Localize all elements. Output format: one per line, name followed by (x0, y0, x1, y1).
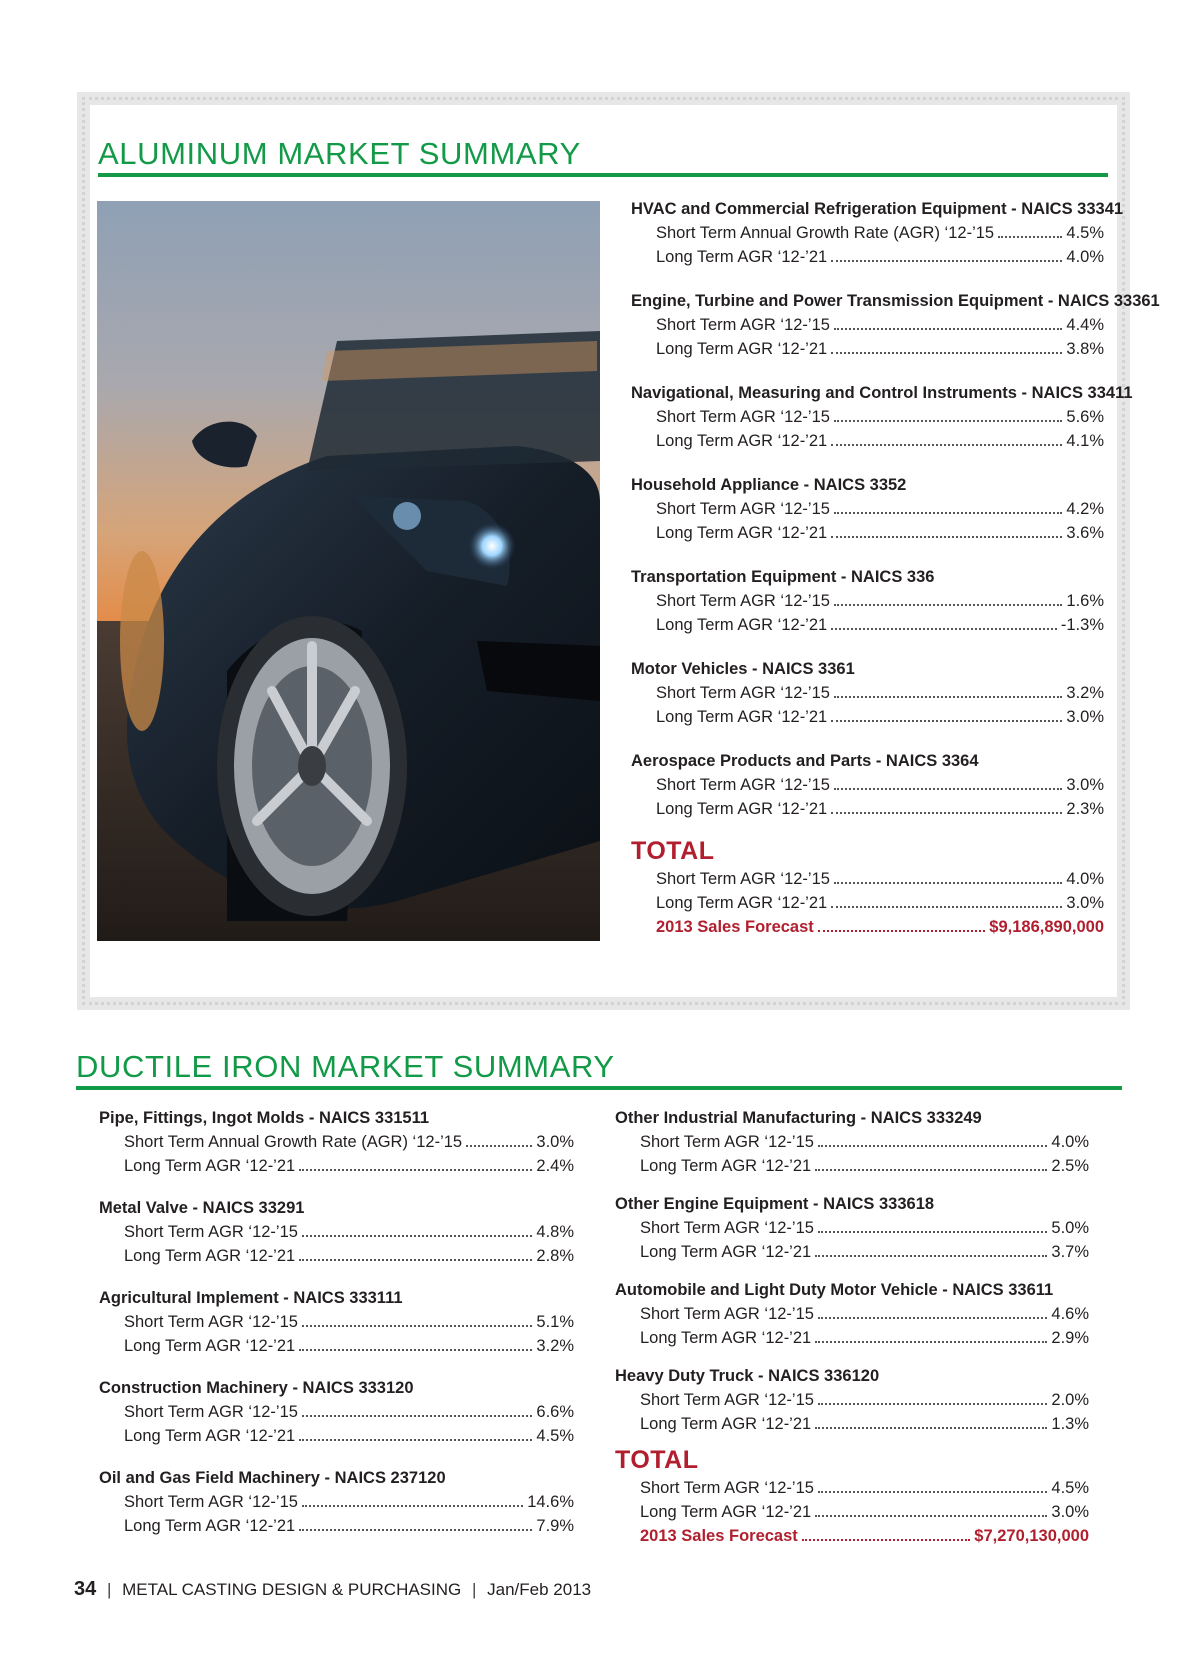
metric-value: 3.0% (1051, 1503, 1089, 1521)
metric-label: Short Term AGR ‘12-’15 (656, 684, 830, 702)
metric-label: Short Term AGR ‘12-’15 (640, 1133, 814, 1151)
category-group (631, 473, 1104, 545)
metric-row (631, 497, 1104, 521)
dot-leader (831, 906, 1062, 908)
metric-row (631, 681, 1104, 705)
category-group (99, 1286, 574, 1358)
metric-row (615, 1240, 1089, 1264)
ductile-section-title: DUCTILE IRON MARKET SUMMARY (76, 1049, 615, 1084)
category-heading: Other Engine Equipment - NAICS 333618 (615, 1195, 935, 1213)
category-group (615, 1192, 1089, 1264)
metric-row (99, 1154, 574, 1178)
metric-row (631, 773, 1104, 797)
issue-date: Jan/Feb 2013 (487, 1580, 592, 1599)
metric-row (99, 1244, 574, 1268)
metric-row (631, 705, 1104, 729)
metric-value: 2.9% (1051, 1329, 1089, 1347)
dot-leader (815, 1515, 1047, 1517)
forecast-value: $7,270,130,000 (974, 1527, 1089, 1545)
metric-label: Long Term AGR ‘12-’21 (656, 524, 828, 542)
page-footer (74, 1578, 591, 1601)
category-heading: Aerospace Products and Parts - NAICS 3364 (631, 752, 979, 770)
category-heading: Household Appliance - NAICS 3352 (631, 476, 907, 494)
metric-value: 4.0% (1066, 248, 1104, 266)
aluminum-section-title: ALUMINUM MARKET SUMMARY (98, 136, 581, 171)
metric-label: Short Term AGR ‘12-’15 (656, 592, 830, 610)
category-group (631, 749, 1104, 821)
metric-value: 3.7% (1051, 1243, 1089, 1261)
dot-leader (834, 604, 1062, 606)
metric-label: Long Term AGR ‘12-’21 (656, 432, 828, 450)
metric-value: 4.8% (536, 1223, 574, 1241)
metric-label: Long Term AGR ‘12-’21 (124, 1517, 296, 1535)
metric-label: Short Term AGR ‘12-’15 (656, 408, 830, 426)
metric-value: 4.5% (1066, 224, 1104, 242)
dot-leader (299, 1259, 532, 1261)
metric-row (631, 867, 1104, 891)
dot-leader (818, 930, 986, 932)
metric-label: Short Term Annual Growth Rate (AGR) ‘12-’15 (124, 1133, 463, 1151)
footer-separator-2: | (471, 1580, 477, 1599)
category-group (99, 1466, 574, 1538)
forecast-label: 2013 Sales Forecast (640, 1527, 798, 1545)
metric-value: 3.6% (1066, 524, 1104, 542)
category-heading: Oil and Gas Field Machinery - NAICS 237120 (99, 1469, 446, 1487)
metric-label: Long Term AGR ‘12-’21 (124, 1337, 296, 1355)
metric-row (99, 1310, 574, 1334)
metric-row (99, 1490, 574, 1514)
dot-leader (831, 444, 1062, 446)
dot-leader (815, 1427, 1047, 1429)
category-heading: Automobile and Light Duty Motor Vehicle - NAICS 33611 (615, 1281, 1054, 1299)
metric-value: 3.2% (1066, 684, 1104, 702)
dot-leader (831, 352, 1062, 354)
metric-value: 5.6% (1066, 408, 1104, 426)
metric-row (615, 1500, 1089, 1524)
dot-leader (834, 420, 1062, 422)
dot-leader (831, 812, 1062, 814)
dot-leader (302, 1415, 532, 1417)
dot-leader (302, 1235, 532, 1237)
metric-value: 3.0% (536, 1133, 574, 1151)
dot-leader (834, 882, 1062, 884)
dot-leader (831, 720, 1062, 722)
metric-row (631, 245, 1104, 269)
car-photo (97, 201, 600, 941)
metric-label: Long Term AGR ‘12-’21 (656, 248, 828, 266)
category-heading: Transportation Equipment - NAICS 336 (631, 568, 935, 586)
footer-separator: | (106, 1580, 112, 1599)
metric-row (631, 429, 1104, 453)
dot-leader (802, 1539, 971, 1541)
metric-value: 1.6% (1066, 592, 1104, 610)
category-group (99, 1106, 574, 1178)
metric-row (631, 405, 1104, 429)
metric-value: 2.8% (536, 1247, 574, 1265)
dot-leader (834, 328, 1062, 330)
metric-value: 6.6% (536, 1403, 574, 1421)
metric-row (631, 521, 1104, 545)
metric-value: 1.3% (1051, 1415, 1089, 1433)
metric-label: Long Term AGR ‘12-’21 (640, 1503, 812, 1521)
metric-label: Long Term AGR ‘12-’21 (640, 1415, 812, 1433)
sales-forecast-row (615, 1524, 1089, 1548)
dot-leader (299, 1529, 532, 1531)
sales-forecast-row (631, 915, 1104, 939)
dot-leader (818, 1231, 1047, 1233)
metric-value: 2.3% (1066, 800, 1104, 818)
metric-row (99, 1400, 574, 1424)
category-group (631, 381, 1133, 453)
metric-value: 7.9% (536, 1517, 574, 1535)
dot-leader (818, 1317, 1047, 1319)
metric-value: 4.6% (1051, 1305, 1089, 1323)
total-heading: TOTAL (615, 1446, 699, 1474)
metric-value: 4.4% (1066, 316, 1104, 334)
dot-leader (834, 788, 1062, 790)
total-group (615, 1444, 1089, 1548)
metric-label: Short Term Annual Growth Rate (AGR) ‘12-’15 (656, 224, 995, 242)
metric-value: 5.1% (536, 1313, 574, 1331)
metric-value: 14.6% (527, 1493, 574, 1511)
dot-leader (299, 1169, 532, 1171)
metric-value: 2.4% (536, 1157, 574, 1175)
category-group (631, 197, 1124, 269)
metric-label: Long Term AGR ‘12-’21 (640, 1157, 812, 1175)
dot-leader (466, 1145, 532, 1147)
total-heading: TOTAL (631, 837, 715, 865)
metric-value: 3.0% (1066, 776, 1104, 794)
category-group (631, 657, 1104, 729)
metric-row (631, 313, 1104, 337)
metric-row (99, 1424, 574, 1448)
metric-value: 4.2% (1066, 500, 1104, 518)
metric-label: Long Term AGR ‘12-’21 (656, 340, 828, 358)
metric-label: Long Term AGR ‘12-’21 (124, 1247, 296, 1265)
forecast-label: 2013 Sales Forecast (656, 918, 814, 936)
metric-value: 3.0% (1066, 708, 1104, 726)
forecast-value: $9,186,890,000 (989, 918, 1104, 936)
dot-leader (815, 1169, 1047, 1171)
metric-label: Short Term AGR ‘12-’15 (124, 1493, 298, 1511)
category-group (631, 565, 1104, 637)
metric-row (631, 613, 1104, 637)
metric-label: Long Term AGR ‘12-’21 (656, 616, 828, 634)
metric-row (631, 797, 1104, 821)
category-group (99, 1376, 574, 1448)
aluminum-title-rule (98, 173, 1108, 177)
metric-label: Short Term AGR ‘12-’15 (640, 1219, 814, 1237)
metric-label: Long Term AGR ‘12-’21 (656, 894, 828, 912)
category-group (615, 1364, 1089, 1436)
category-heading: Navigational, Measuring and Control Instruments - NAICS 33411 (631, 384, 1133, 402)
category-heading: Construction Machinery - NAICS 333120 (99, 1379, 414, 1397)
metric-row (99, 1334, 574, 1358)
page-number: 34 (74, 1578, 97, 1600)
category-heading: Other Industrial Manufacturing - NAICS 333249 (615, 1109, 982, 1127)
metric-label: Short Term AGR ‘12-’15 (656, 776, 830, 794)
dot-leader (818, 1403, 1047, 1405)
dot-leader (299, 1439, 532, 1441)
ductile-right-column (615, 1106, 1089, 1548)
ductile-title-rule (76, 1086, 1122, 1090)
metric-row (99, 1130, 574, 1154)
metric-row (99, 1514, 574, 1538)
dot-leader (834, 512, 1062, 514)
metric-row (615, 1216, 1089, 1240)
metric-label: Long Term AGR ‘12-’21 (656, 708, 828, 726)
category-heading: HVAC and Commercial Refrigeration Equipment - NAICS 33341 (631, 200, 1124, 218)
ductile-left-column (99, 1106, 574, 1538)
metric-label: Short Term AGR ‘12-’15 (640, 1391, 814, 1409)
metric-value: 4.1% (1066, 432, 1104, 450)
dot-leader (815, 1341, 1047, 1343)
dot-leader (302, 1505, 523, 1507)
category-heading: Agricultural Implement - NAICS 333111 (99, 1289, 403, 1307)
dot-leader (818, 1491, 1047, 1493)
metric-row (631, 337, 1104, 361)
metric-value: 3.0% (1066, 894, 1104, 912)
metric-value: 4.5% (536, 1427, 574, 1445)
metric-row (615, 1302, 1089, 1326)
category-group (615, 1278, 1089, 1350)
metric-row (615, 1412, 1089, 1436)
metric-label: Short Term AGR ‘12-’15 (656, 870, 830, 888)
category-heading: Heavy Duty Truck - NAICS 336120 (615, 1367, 880, 1385)
metric-value: 3.8% (1066, 340, 1104, 358)
dot-leader (998, 236, 1062, 238)
metric-label: Short Term AGR ‘12-’15 (656, 316, 830, 334)
metric-label: Short Term AGR ‘12-’15 (124, 1313, 298, 1331)
metric-label: Long Term AGR ‘12-’21 (124, 1157, 296, 1175)
metric-row (615, 1476, 1089, 1500)
metric-value: 4.5% (1051, 1479, 1089, 1497)
metric-row (615, 1388, 1089, 1412)
publication-name: METAL CASTING DESIGN & PURCHASING (122, 1580, 462, 1599)
metric-label: Long Term AGR ‘12-’21 (640, 1329, 812, 1347)
category-group (615, 1106, 1089, 1178)
total-group (631, 835, 1104, 939)
metric-value: 4.0% (1066, 870, 1104, 888)
metric-row (631, 221, 1104, 245)
dot-leader (299, 1349, 532, 1351)
category-heading: Motor Vehicles - NAICS 3361 (631, 660, 855, 678)
metric-label: Long Term AGR ‘12-’21 (124, 1427, 296, 1445)
metric-row (615, 1154, 1089, 1178)
dot-leader (831, 536, 1062, 538)
metric-value: 4.0% (1051, 1133, 1089, 1151)
metric-label: Short Term AGR ‘12-’15 (656, 500, 830, 518)
dot-leader (834, 696, 1062, 698)
metric-row (631, 589, 1104, 613)
metric-label: Long Term AGR ‘12-’21 (640, 1243, 812, 1261)
metric-label: Short Term AGR ‘12-’15 (124, 1223, 298, 1241)
dot-leader (815, 1255, 1047, 1257)
metric-row (631, 891, 1104, 915)
metric-value: -1.3% (1060, 616, 1104, 634)
dot-leader (818, 1145, 1047, 1147)
metric-value: 2.5% (1051, 1157, 1089, 1175)
metric-value: 3.2% (536, 1337, 574, 1355)
category-heading: Engine, Turbine and Power Transmission Equipment - NAICS 33361 (631, 292, 1160, 310)
dot-leader (831, 628, 1057, 630)
metric-value: 5.0% (1051, 1219, 1089, 1237)
category-heading: Pipe, Fittings, Ingot Molds - NAICS 331511 (99, 1109, 430, 1127)
category-group (631, 289, 1160, 361)
metric-label: Short Term AGR ‘12-’15 (640, 1305, 814, 1323)
dot-leader (302, 1325, 532, 1327)
metric-row (615, 1326, 1089, 1350)
metric-row (615, 1130, 1089, 1154)
metric-row (99, 1220, 574, 1244)
metric-label: Long Term AGR ‘12-’21 (656, 800, 828, 818)
metric-label: Short Term AGR ‘12-’15 (640, 1479, 814, 1497)
category-heading: Metal Valve - NAICS 33291 (99, 1199, 305, 1217)
category-group (99, 1196, 574, 1268)
aluminum-data-column (631, 197, 1160, 939)
metric-label: Short Term AGR ‘12-’15 (124, 1403, 298, 1421)
metric-value: 2.0% (1051, 1391, 1089, 1409)
dot-leader (831, 260, 1062, 262)
